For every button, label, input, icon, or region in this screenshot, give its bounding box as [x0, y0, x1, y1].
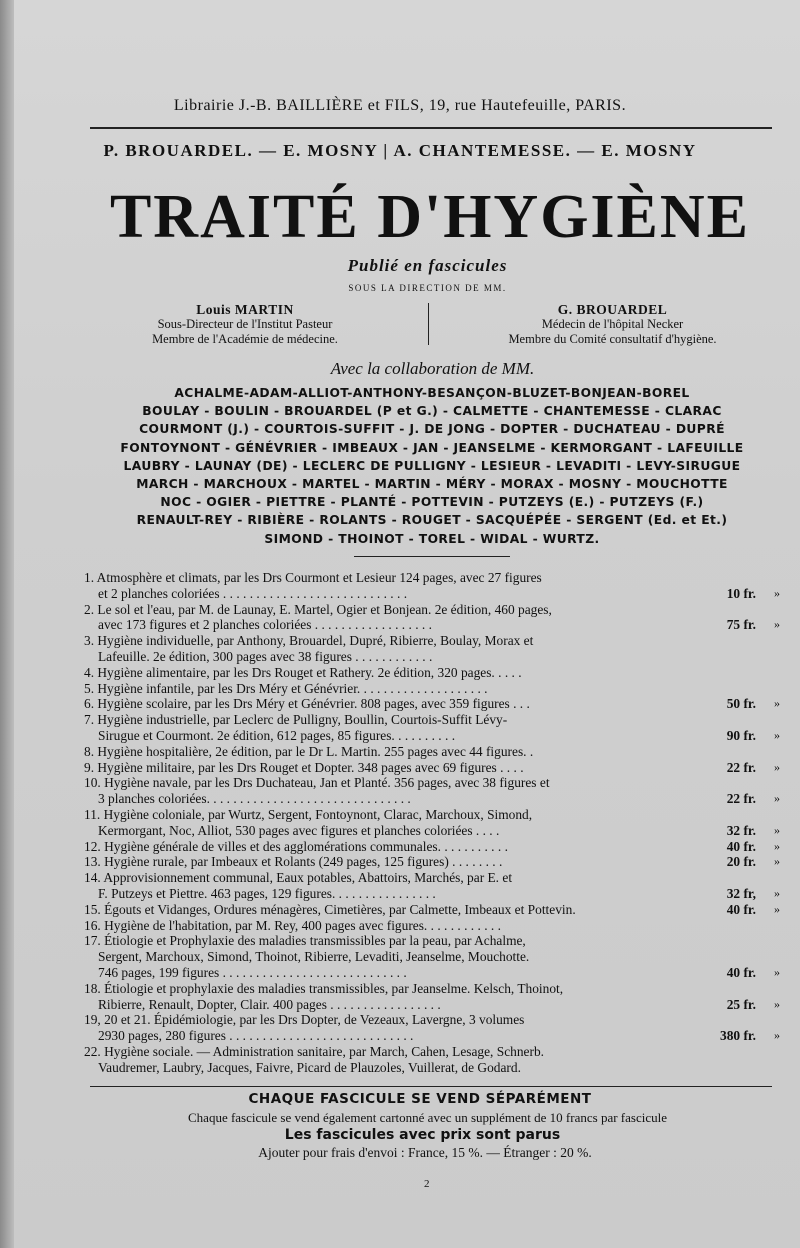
entry-price: 22 fr. — [726, 759, 756, 775]
director-role: Membre de l'Académie de médecine. — [152, 332, 338, 346]
fascicule-entry — [84, 870, 800, 902]
director-divider — [428, 303, 429, 345]
publisher-line: Librairie J.-B. BAILLIÈRE et FILS, 19, rue Hautefeuille, PARIS. — [173, 97, 627, 114]
collaborator-line: ACHALME-ADAM-ALLIOT-ANTHONY-BESANÇON-BLUZET-BONJEAN-BOREL — [174, 386, 690, 400]
page-number: 2 — [424, 1178, 430, 1190]
entry-price: 32 fr, — [726, 885, 756, 901]
entry-line: 22. Hygiène sociale. — Administration sanitaire, par March, Cahen, Lesage, Schnerb. — [84, 1043, 544, 1059]
fascicule-entry — [84, 744, 800, 760]
collaborator-line: LAUBRY - LAUNAY (DE) - LECLERC DE PULLIGNY - LESIEUR - LEVADITI - LEVY-SIRUGUE — [123, 458, 741, 473]
entry-mark: » — [774, 996, 780, 1011]
entry-mark: » — [774, 964, 780, 979]
fascicule-entry — [84, 665, 800, 681]
entry-line: 2. Le sol et l'eau, par M. de Launay, E. Martel, Ogier et Bonjean. 2e édition, 460 pages, — [84, 601, 552, 617]
entry-line: 3. Hygiène individuelle, par Anthony, Brouardel, Dupré, Ribierre, Boulay, Morax et — [84, 633, 534, 649]
entry-line: 12. Hygiène générale de villes et des agglomérations communales. . . . . . . . . . . — [84, 838, 508, 854]
director-role: Sous-Directeur de l'Institut Pasteur — [157, 317, 333, 331]
page-title: TRAITÉ D'HYGIÈNE — [109, 183, 751, 251]
entry-line: Sergent, Marchoux, Simond, Thoinot, Ribierre, Levaditi, Jeanselme, Mouchotte. — [98, 949, 530, 965]
entry-price: 22 fr. — [726, 791, 756, 807]
entry-mark: » — [774, 854, 780, 869]
entry-line: 17. Étiologie et Prophylaxie des maladies transmissibles par la peau, par Achalme, — [84, 933, 526, 949]
entry-line: 7. Hygiène industrielle, par Leclerc de Pulligny, Boullin, Courtois-Suffit Lévy- — [84, 712, 508, 728]
binding-notice: Chaque fascicule se vend également cartonné avec un supplément de 10 francs par fascicule — [188, 1110, 667, 1125]
sold-notice: CHAQUE FASCICULE SE VEND SÉPARÉMENT — [248, 1091, 592, 1107]
entry-line: 13. Hygiène rurale, par Imbeaux et Rolants (249 pages, 125 figures) . . . . . . . . — [84, 854, 503, 870]
footer-rule — [90, 1086, 772, 1087]
entry-mark: » — [774, 838, 780, 853]
fascicule-entry — [84, 602, 800, 634]
entry-price: 380 fr. — [720, 1028, 756, 1044]
collaborator-line: FONTOYNONT - GÉNÉVRIER - IMBEAUX - JAN - JEANSELME - KERMORGANT - LAFEUILLE — [120, 440, 744, 455]
entry-line: 8. Hygiène hospitalière, 2e édition, par le Dr L. Martin. 255 pages avec 44 figures. . — [84, 743, 534, 759]
entry-price: 32 fr. — [726, 822, 756, 838]
fascicule-entry — [84, 1012, 800, 1044]
entry-mark: » — [774, 617, 780, 632]
entry-mark: » — [774, 1028, 780, 1043]
fascicule-entry — [84, 760, 800, 776]
entry-line: 1. Atmosphère et climats, par les Drs Courmont et Lesieur 124 pages, avec 27 figures — [84, 570, 542, 585]
published-notice: Les fascicules avec prix sont parus — [284, 1127, 561, 1143]
entry-price: 10 fr. — [726, 585, 756, 601]
collaborator-line: RENAULT-REY - RIBIÈRE - ROLANTS - ROUGET - SACQUÉPÉE - SERGENT (Ed. et Et.) — [136, 513, 728, 528]
entry-line: 10. Hygiène navale, par les Drs Duchateau, Jan et Planté. 356 pages, avec 38 figures et — [84, 775, 550, 791]
entry-line: 4. Hygiène alimentaire, par les Drs Rouget et Rathery. 2e édition, 320 pages. . . . . — [84, 664, 522, 680]
entry-price: 75 fr. — [726, 617, 756, 633]
collaborator-line: COURMONT (J.) - COURTOIS-SUFFIT - J. DE JONG - DOPTER - DUCHATEAU - DUPRÉ — [139, 422, 725, 437]
entry-line: 2930 pages, 280 figures . . . . . . . . . . . . . . . . . . . . . . . . . . . . — [98, 1028, 414, 1044]
entry-mark: » — [774, 791, 780, 806]
fascicule-entry — [84, 918, 800, 934]
entry-line: 9. Hygiène militaire, par les Drs Rouget et Dopter. 348 pages avec 69 figures . . . . — [84, 759, 524, 775]
entry-line: Sirugue et Courmont. 2e édition, 612 pages, 85 figures. . . . . . . . . . — [98, 727, 456, 743]
fascicule-entry — [84, 712, 800, 744]
entry-price: 50 fr. — [726, 696, 756, 712]
entry-price: 40 fr. — [726, 964, 756, 980]
collaborator-line: MARCH - MARCHOUX - MARTEL - MARTIN - MÉRY - MORAX - MOSNY - MOUCHOTTE — [136, 477, 728, 492]
subtitle: Publié en fascicules — [347, 256, 508, 275]
entry-price: 20 fr. — [726, 854, 756, 870]
fascicule-entry — [84, 981, 800, 1013]
fascicule-entry — [84, 839, 800, 855]
fascicule-entry — [84, 570, 800, 602]
direction-caption: SOUS LA DIRECTION DE MM. — [348, 283, 507, 293]
entry-line: 6. Hygiène scolaire, par les Drs Méry et Génévrier. 808 pages, avec 359 figures . . . — [84, 696, 530, 712]
entry-line: 19, 20 et 21. Épidémiologie, par les Drs Dopter, de Vezeaux, Lavergne, 3 volumes — [84, 1012, 525, 1028]
director-name: Louis MARTIN — [196, 302, 294, 317]
fascicule-list — [84, 570, 800, 1076]
fascicule-entry — [84, 902, 800, 918]
collaborator-line: BOULAY - BOULIN - BROUARDEL (P et G.) - CALMETTE - CHANTEMESSE - CLARAC — [142, 404, 722, 419]
entry-line: Kermorgant, Noc, Alliot, 530 pages avec figures et planches coloriées . . . . — [98, 822, 500, 838]
entry-line: F. Putzeys et Piettre. 463 pages, 129 figures. . . . . . . . . . . . . . . . — [98, 885, 436, 901]
entry-line: Ribierre, Renault, Dopter, Clair. 400 pages . . . . . . . . . . . . . . . . . — [98, 996, 441, 1012]
entry-price: 40 fr. — [726, 838, 756, 854]
entry-line: 16. Hygiène de l'habitation, par M. Rey, 400 pages avec figures. . . . . . . . . . . . — [84, 917, 501, 933]
entry-line: 746 pages, 199 figures . . . . . . . . . . . . . . . . . . . . . . . . . . . . — [98, 964, 407, 980]
entry-line: 5. Hygiène infantile, par les Drs Méry et Génévrier. . . . . . . . . . . . . . . . . . . . — [84, 680, 488, 696]
entry-line: Lafeuille. 2e édition, 300 pages avec 38 figures . . . . . . . . . . . . — [98, 648, 433, 664]
director-left — [115, 302, 375, 347]
fascicule-entry — [84, 696, 800, 712]
collaborator-line: NOC - OGIER - PIETTRE - PLANTÉ - POTTEVIN - PUTZEYS (E.) - PUTZEYS (F.) — [160, 495, 704, 510]
entry-line: Vaudremer, Laubry, Jacques, Faivre, Picard de Plauzoles, Vuillerat, de Godard. — [98, 1059, 521, 1075]
fascicule-entry — [84, 681, 800, 697]
director-name: G. BROUARDEL — [557, 302, 668, 317]
director-right — [470, 302, 755, 347]
entry-mark: » — [774, 585, 780, 600]
entry-price: 25 fr. — [726, 996, 756, 1012]
entry-line: 14. Approvisionnement communal, Eaux potables, Abattoirs, Marchés, par E. et — [84, 870, 513, 886]
entry-price: 90 fr. — [726, 727, 756, 743]
authors-line: P. BROUARDEL. — E. MOSNY | A. CHANTEMESSE. — E. MOSNY — [103, 141, 697, 160]
director-role: Membre du Comité consultatif d'hygiène. — [508, 332, 717, 346]
entry-mark: » — [774, 696, 780, 711]
fascicule-entry — [84, 933, 800, 980]
entry-line: 3 planches coloriées. . . . . . . . . . . . . . . . . . . . . . . . . . . . . . . — [98, 791, 411, 807]
fascicule-entry — [84, 807, 800, 839]
entry-line: 18. Étiologie et prophylaxie des maladies transmissibles, par Jeanselme. Kelsch, Thoinot, — [84, 980, 564, 996]
entry-line: et 2 planches coloriées . . . . . . . . . . . . . . . . . . . . . . . . . . . . — [98, 585, 408, 601]
entry-mark: » — [774, 901, 780, 916]
entry-line: avec 173 figures et 2 planches coloriées . . . . . . . . . . . . . . . . . . — [98, 617, 432, 633]
fascicule-entry — [84, 633, 800, 665]
entry-mark: » — [774, 885, 780, 900]
fascicule-entry — [84, 1044, 800, 1076]
shipping-notice: Ajouter pour frais d'envoi : France, 15 %. — Étranger : 20 %. — [258, 1145, 592, 1160]
entry-mark: » — [774, 727, 780, 742]
entry-price: 40 fr. — [726, 901, 756, 917]
collaborator-line: SIMOND - THOINOT - TOREL - WIDAL - WURTZ. — [264, 531, 600, 546]
header-rule — [90, 127, 772, 129]
section-rule — [354, 556, 510, 557]
entry-line: 15. Égouts et Vidanges, Ordures ménagères, Cimetières, par Calmette, Imbeaux et Pottevin. — [84, 901, 576, 917]
director-role: Médecin de l'hôpital Necker — [541, 317, 684, 331]
entry-line: 11. Hygiène coloniale, par Wurtz, Sergent, Fontoynont, Clarac, Marchoux, Simond, — [84, 806, 533, 822]
entry-mark: » — [774, 759, 780, 774]
collaborator-list — [82, 384, 782, 548]
entry-mark: » — [774, 822, 780, 837]
fascicule-entry — [84, 775, 800, 807]
collaboration-heading: Avec la collaboration de MM. — [330, 359, 535, 378]
fascicule-entry — [84, 854, 800, 870]
